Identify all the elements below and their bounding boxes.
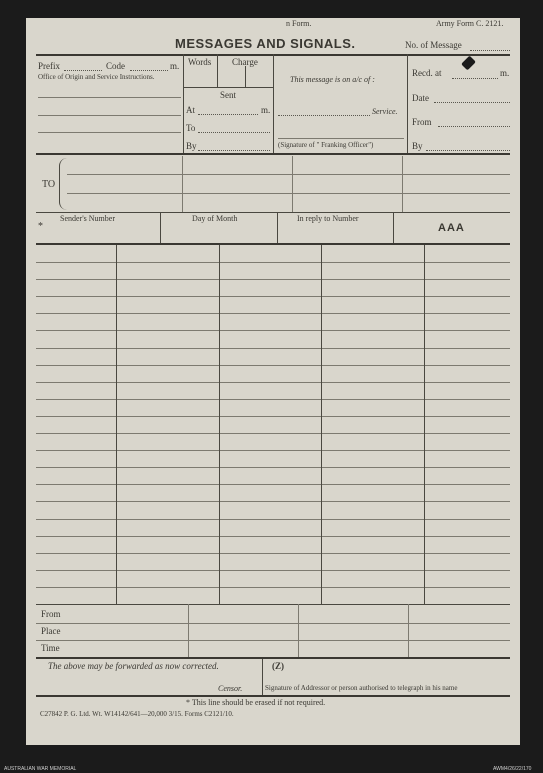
recd-by-line (426, 150, 510, 151)
recd-at-line (452, 78, 498, 79)
to-col-1 (182, 156, 183, 212)
code-line (130, 70, 168, 71)
signature-rule (36, 695, 510, 697)
place-line (36, 640, 510, 641)
grid-row-line (36, 519, 510, 520)
printer-imprint: C27842 P. G. Ltd. Wt. W14142/641—20,000 3/15. Forms C2121/10. (40, 710, 234, 718)
archive-left-label: AUSTRALIAN WAR MEMORIAL (4, 766, 77, 772)
origin-line-1 (38, 97, 181, 98)
bottom-col-2 (298, 604, 299, 657)
recd-from-line (438, 126, 510, 127)
words-label: Words (188, 57, 212, 67)
sent-by-line (198, 150, 270, 151)
place-label: Place (41, 626, 61, 636)
origin-line-3 (38, 132, 181, 133)
sent-divider (273, 54, 274, 153)
sent-label: Sent (220, 90, 237, 100)
sent-m-label: m. (261, 105, 271, 115)
archive-strip (0, 756, 543, 773)
top-clip-text: n Form. (286, 19, 312, 28)
franking-service-line (278, 115, 370, 116)
sent-top-line (183, 87, 273, 88)
to-col-3 (402, 156, 403, 212)
recd-date-label: Date (412, 93, 429, 103)
franking-signature-label: (Signature of " Franking Officer") (278, 141, 374, 149)
code-label: Code (106, 61, 125, 71)
charge-divider (245, 66, 246, 87)
day-of-month-label: Day of Month (192, 214, 238, 223)
grid-row-line (36, 382, 510, 383)
grid-row-line (36, 365, 510, 366)
grid-bottom-rule (36, 604, 510, 605)
page-title: MESSAGES AND SIGNALS. (175, 36, 356, 51)
recd-at-label: Recd. at (412, 68, 442, 78)
forward-divider (262, 659, 263, 695)
to-col-2 (292, 156, 293, 212)
prefix-label: Prefix (38, 61, 60, 71)
grid-column-line (321, 245, 322, 604)
from-line (36, 623, 510, 624)
no-of-message-label: No. of Message (405, 40, 462, 50)
grid-row-line (36, 501, 510, 502)
from-label: From (41, 609, 61, 619)
z-mark: (Z) (272, 661, 284, 671)
senders-number-label: Sender's Number (60, 214, 115, 223)
grid-column-line (424, 245, 425, 604)
grid-row-line (36, 399, 510, 400)
to-line-1 (67, 174, 510, 175)
ref-col-2 (277, 212, 278, 243)
addressor-signature-label: Signature of Addressor or person authorised to telegraph in his name (265, 684, 458, 692)
header-bottom-rule (36, 153, 510, 155)
grid-row-line (36, 330, 510, 331)
origin-divider (183, 54, 184, 153)
bottom-col-3 (408, 604, 409, 657)
origin-line-2 (38, 115, 181, 116)
sent-at-line (198, 114, 258, 115)
franking-sig-line (278, 138, 404, 139)
form-number: Army Form C. 2121. (436, 19, 504, 28)
sent-to-line (198, 132, 270, 133)
grid-row-line (36, 536, 510, 537)
bottom-box-rule (36, 657, 510, 659)
grid-column-line (116, 245, 117, 604)
grid-column-line (219, 245, 220, 604)
grid-row-line (36, 484, 510, 485)
recd-by-label: By (412, 141, 423, 151)
grid-row-line (36, 348, 510, 349)
ref-col-3 (393, 212, 394, 243)
ref-bottom-rule (36, 243, 510, 245)
grid-row-line (36, 313, 510, 314)
office-of-origin-label: Office of Origin and Service Instructions. (38, 73, 155, 81)
grid-row-line (36, 416, 510, 417)
code-m-label: m. (170, 61, 180, 71)
aaa-label: AAA (438, 222, 465, 234)
bottom-col-1 (188, 604, 189, 657)
grid-row-line (36, 587, 510, 588)
to-bottom-rule (36, 212, 510, 213)
grid-row-line (36, 467, 510, 468)
forward-text: The above may be forwarded as now corrected. (48, 661, 219, 671)
grid-row-line (36, 262, 510, 263)
footnote: * This line should be erased if not required. (186, 698, 326, 707)
franking-divider (407, 54, 408, 153)
sent-to-label: To (186, 123, 196, 133)
time-label: Time (41, 643, 60, 653)
no-of-message-line (470, 50, 510, 51)
to-line-2 (67, 193, 510, 194)
franking-account-label: This message is on a/c of : (290, 75, 375, 84)
grid-row-line (36, 279, 510, 280)
censor-label: Censor. (218, 684, 243, 693)
sent-by-label: By (186, 141, 197, 151)
erase-star: * (38, 221, 43, 232)
recd-m-label: m. (500, 68, 510, 78)
to-bracket (59, 158, 68, 210)
prefix-line (64, 70, 102, 71)
ref-col-1 (160, 212, 161, 243)
to-label: TO (42, 179, 56, 190)
words-divider (217, 54, 218, 87)
grid-row-line (36, 296, 510, 297)
grid-row-line (36, 553, 510, 554)
grid-row-line (36, 450, 510, 451)
grid-row-line (36, 570, 510, 571)
archive-ref-label: AWM4/26/22/170 (493, 766, 532, 772)
in-reply-to-label: In reply to Number (297, 214, 359, 223)
recd-date-line (434, 102, 510, 103)
charge-label: Charge (232, 57, 258, 67)
grid-row-line (36, 433, 510, 434)
sent-at-label: At (186, 105, 195, 115)
recd-from-label: From (412, 117, 432, 127)
franking-service-label: Service. (372, 107, 398, 116)
